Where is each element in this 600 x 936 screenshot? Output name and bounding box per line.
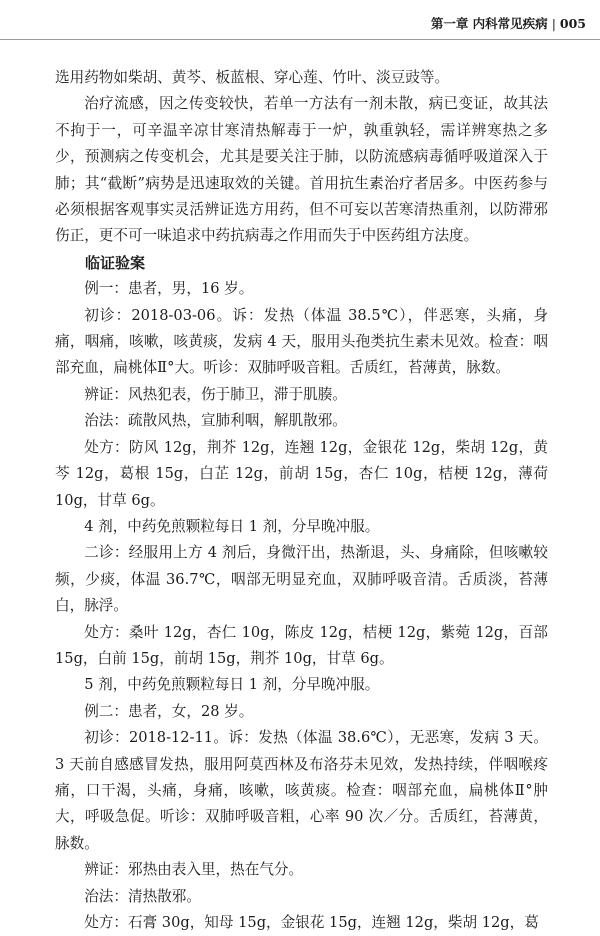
header-rule	[0, 39, 600, 40]
case-line: 例一：患者，男，16 岁。	[84, 280, 254, 298]
case-line: 初诊：2018-12-11。诉：发热（体温 38.6℃），无恶寒，发病 3 天。3 天前自感感冒发热，服用阿莫西林及布洛芬未见效，发热持续，伴咽喉疼痛，口干渴，头痛，身痛，咳嗽，咳黄痰。检查：咽部充血，扁桃体Ⅱ°肿大，呼吸急促。听诊：双肺呼吸音粗，心率 90 次／分。舌质红，苔薄黄，脉数。	[55, 729, 548, 852]
paragraph: 选用药物如柴胡、黄芩、板蓝根、穿心莲、竹叶、淡豆豉等。	[55, 69, 450, 86]
case-line: 初诊：2018-03-06。诉：发热（体温 38.5℃），伴恶寒，头痛，身痛，咽痛，咳嗽，咳黄痰，发病 4 天，服用头孢类抗生素未见效。检查：咽部充血，扁桃体Ⅱ°大。听诊：双肺呼吸音粗。舌质红，苔薄黄，脉数。	[55, 306, 548, 377]
case-line: 例二：患者，女，28 岁。	[84, 702, 254, 720]
header-separator: |	[551, 15, 556, 31]
page-number: 005	[559, 15, 586, 31]
case-line: 治法：疏散风热，宣肺利咽，解肌散邪。	[84, 412, 347, 430]
page-body	[55, 65, 548, 936]
case-line: 辨证：风热犯表，伤于肺卫，滞于肌腠。	[84, 385, 347, 403]
case-line: 处方：桑叶 12g，杏仁 10g，陈皮 12g，桔梗 12g，紫菀 12g，百部 15g，白前 15g，前胡 15g，荆芥 10g，甘草 6g。	[55, 623, 548, 667]
running-header	[431, 14, 586, 32]
case-line: 治法：清热散邪。	[84, 887, 201, 905]
section-heading: 临证验案	[85, 253, 146, 272]
case-line: 处方：防风 12g，荆芥 12g，连翘 12g，金银花 12g，柴胡 12g，黄芩 12g，葛根 15g，白芷 12g，前胡 15g，杏仁 10g，桔梗 12g，薄荷 10g，甘草 6g。	[55, 438, 548, 509]
case-line: 二诊：经服用上方 4 剂后，身微汗出，热渐退，头、身痛除，但咳嗽较频，少痰，体温 36.7℃，咽部无明显充血，双肺呼吸音清。舌质淡，苔薄白，脉浮。	[55, 544, 548, 615]
case-line: 辨证：邪热由表入里，热在气分。	[84, 861, 304, 879]
case-line: 5 剂，中药免煎颗粒每日 1 剂，分早晚冲服。	[84, 676, 380, 694]
paragraph: 治疗流感，因之传变较快，若单一方法有一剂未散，病已变证，故其法不拘于一，可辛温辛凉甘寒清热解毒于一炉，孰重孰轻，需详辨寒热之多少，预测病之传变机会，尤其是要关注于肺，以防流感病毒循呼吸道深入于肺；其“截断”病势是迅速取效的关键。首用抗生素治疗者居多。中医药参与必须根据客观事实灵活辨证选方用药，但不可妄以苦寒清热重剂，以防滞邪伤正，更不可一味追求中药抗病毒之作用而失于中医药组方法度。	[55, 95, 548, 245]
chapter-title: 第一章 内科常见疾病	[430, 16, 548, 31]
case-line: 处方：石膏 30g，知母 15g，金银花 15g，连翘 12g，柴胡 12g，葛	[84, 914, 539, 931]
case-line: 4 剂，中药免煎颗粒每日 1 剂，分早晚冲服。	[84, 517, 380, 535]
